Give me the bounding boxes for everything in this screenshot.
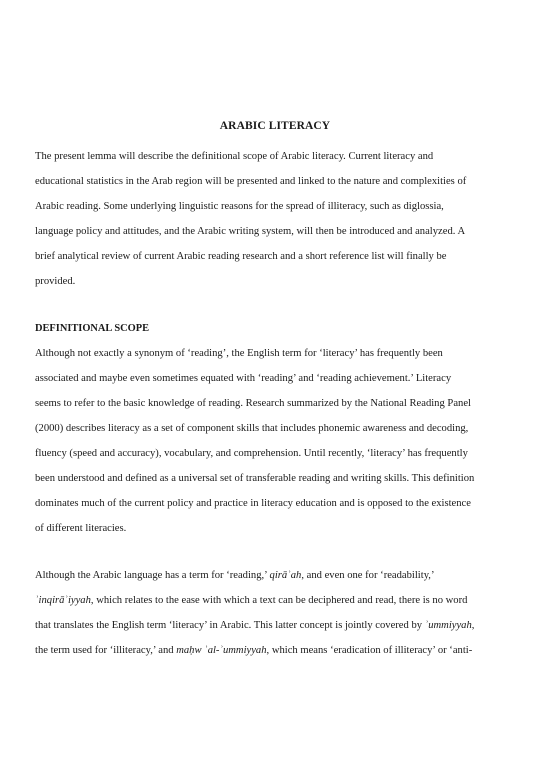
intro-line-1: The present lemma will describe the definitional scope of Arabic literacy. Current literacy and [35,151,434,162]
term-ummiyyah: ʾummiyyah [424,620,472,631]
para2-text: , and even one for ‘readability,’ [301,570,435,581]
para1-line-8: of different literacies. [35,523,127,534]
term-qiraah: qirāʾah [269,570,302,581]
intro-line-2: educational statistics in the Arab region will be presented and linked to the nature and complexities of [35,176,467,187]
term-inqiraiyyah: ʾinqirāʾiyyah [35,595,91,606]
para1-line-7: dominates much of the current policy and practice in literacy education and is opposed to the existence [35,498,471,509]
term-mahw-al-ummiyyah: maḥw ʾal-ʾummiyyah [176,645,267,656]
para1-line-3: seems to refer to the basic knowledge of reading. Research summarized by the National Reading Panel [35,398,471,409]
para2-text: , which relates to the ease with which a text can be deciphered and read, there is no word [90,595,468,606]
para2-line-1 [35,569,434,583]
document-title: ARABIC LITERACY [219,120,331,132]
para2-line-2 [35,594,467,608]
intro-line-5: brief analytical review of current Arabic reading research and a short reference list will finally be [35,251,447,262]
para1-line-5: fluency (speed and accuracy), vocabulary, and comprehension. Until recently, ‘literacy’ has frequently [35,448,468,459]
para1-line-6: been understood and defined as a universal set of transferable reading and writing skills. This definition [35,473,475,484]
para2-text: Although the Arabic language has a term for ‘reading,’ [35,570,270,581]
intro-line-3: Arabic reading. Some underlying linguistic reasons for the spread of illiteracy, such as diglossia, [35,201,444,212]
para1-line-1: Although not exactly a synonym of ‘reading’, the English term for ‘literacy’ has frequently been [35,348,443,359]
para1-line-4: (2000) describes literacy as a set of component skills that includes phonemic awareness and decoding, [35,423,469,434]
para2-text: that translates the English term ‘literacy’ in Arabic. This latter concept is jointly covered by [35,620,425,631]
para2-line-3 [35,619,474,633]
intro-line-4: language policy and attitudes, and the Arabic writing system, will then be introduced and analyzed. A [35,226,466,237]
para2-line-4 [35,644,472,658]
section-heading: DEFINITIONAL SCOPE [35,323,150,334]
para2-text: , [471,620,475,631]
intro-line-6: provided. [35,276,76,287]
para2-text: , which means ‘eradication of illiteracy’ or ‘anti- [266,645,473,656]
para2-text: the term used for ‘illiteracy,’ and [35,645,177,656]
para1-line-2: associated and maybe even sometimes equated with ‘reading’ and ‘reading achievement.’ Literacy [35,373,452,384]
